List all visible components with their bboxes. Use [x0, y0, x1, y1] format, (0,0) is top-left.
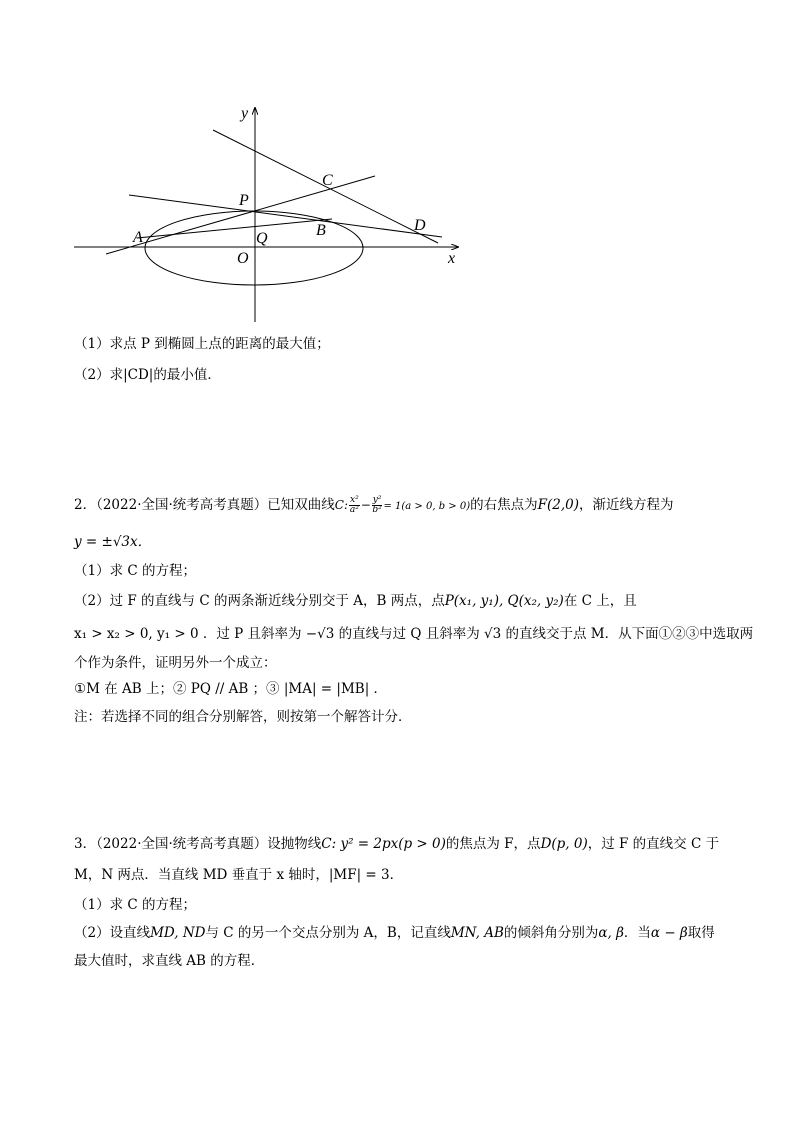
q3-part2-c: 的倾斜角分别为	[503, 925, 599, 941]
q2-focus: F(2,0)	[537, 497, 579, 513]
q2-part2-a: （2）过 F 的直线与 C 的两条渐近线分别交于 A，B 两点，点	[74, 593, 445, 609]
label-b: B	[316, 222, 326, 239]
q2-condition-line2: 个作为条件，证明另外一个成立：	[74, 655, 277, 671]
label-d: D	[414, 217, 426, 234]
q3-lines-mdnd: MD, ND	[150, 925, 206, 941]
label-q: Q	[256, 230, 268, 247]
q3-part2-d: ．当	[623, 925, 651, 941]
q3-diff: α − β	[650, 925, 688, 941]
q2-frac1-num: x²	[350, 495, 359, 505]
line-through-p-d	[129, 195, 442, 237]
q2-condition-line: x₁ > x₂ > 0, y₁ > 0 ．过 P 且斜率为 −√3 的直线与过 Q 且斜率为 √3 的直线交于点 M．从下面①②③中选取两	[74, 626, 754, 642]
q3-angles: α, β	[598, 925, 624, 941]
label-a: A	[133, 229, 143, 246]
ellipse-figure	[70, 100, 470, 330]
q2-minus: −	[360, 498, 371, 512]
q2-options: ①M 在 AB 上；② PQ // AB ；③ |MA| = |MB| ．	[74, 681, 388, 697]
q3-line1-b: 的焦点为 F，点	[445, 836, 541, 852]
q2-part1: （1）求 C 的方程；	[74, 563, 197, 579]
q3-part2-a: （2）设直线	[74, 925, 151, 941]
q2-frac2-den: b²	[372, 505, 382, 515]
label-y: y	[241, 105, 249, 122]
q1-part1: （1）求点 P 到椭圆上点的距离的最大值；	[74, 336, 330, 352]
q3-line1-c: ，过 F 的直线交 C 于	[587, 836, 720, 852]
q1-part2: （2）求|CD|的最小值．	[74, 367, 221, 383]
label-x: x	[448, 250, 456, 267]
q2-intro-c: ，渐近线方程为	[578, 497, 674, 513]
q3-part2-e: 取得	[687, 925, 715, 941]
q3-part2-b: 与 C 的另一个交点分别为 A，B，记直线	[205, 925, 451, 941]
line-ac	[106, 176, 375, 254]
q2-part2	[74, 590, 754, 612]
line-ab	[137, 219, 332, 238]
q2-frac2-num: y²	[372, 495, 382, 505]
q3-parabola: C: y² = 2px(p > 0)	[321, 836, 446, 852]
q3-lines-mnab: MN, AB	[450, 925, 504, 941]
label-p: P	[239, 192, 249, 209]
q2-part2-b: 在 C 上，且	[563, 593, 637, 609]
q3-part2-cont: 最大值时，求直线 AB 的方程．	[74, 953, 265, 969]
q2-curve-c: C:	[334, 498, 349, 512]
q3-line1	[74, 833, 754, 855]
q2-eq-cond: = 1(a > 0, b > 0)	[383, 501, 471, 512]
q3-point-d: D(p, 0)	[540, 836, 588, 852]
q3-line2: M，N 两点．当直线 MD 垂直于 x 轴时，|MF| = 3．	[74, 867, 404, 883]
q2-points-pq: P(x₁, y₁), Q(x₂, y₂)	[444, 593, 564, 609]
q2-intro-a: 2．（2022·全国·统考高考真题）已知双曲线	[74, 497, 335, 513]
q2-frac1-den: a²	[349, 505, 359, 515]
q2-intro-b: 的右焦点为	[470, 497, 538, 513]
q3-part1: （1）求 C 的方程；	[74, 897, 197, 913]
q2-intro	[74, 494, 754, 518]
label-c: C	[322, 172, 333, 189]
q2-note: 注：若选择不同的组合分别解答，则按第一个解答计分．	[74, 709, 412, 725]
q3-line1-a: 3．（2022·全国·统考高考真题）设抛物线	[74, 836, 322, 852]
q3-part2	[74, 922, 754, 944]
q2-frac-x	[349, 496, 360, 515]
q2-frac-y	[372, 496, 383, 515]
q2-asymptote: y = ±√3x．	[74, 534, 152, 550]
label-o: O	[237, 250, 249, 267]
